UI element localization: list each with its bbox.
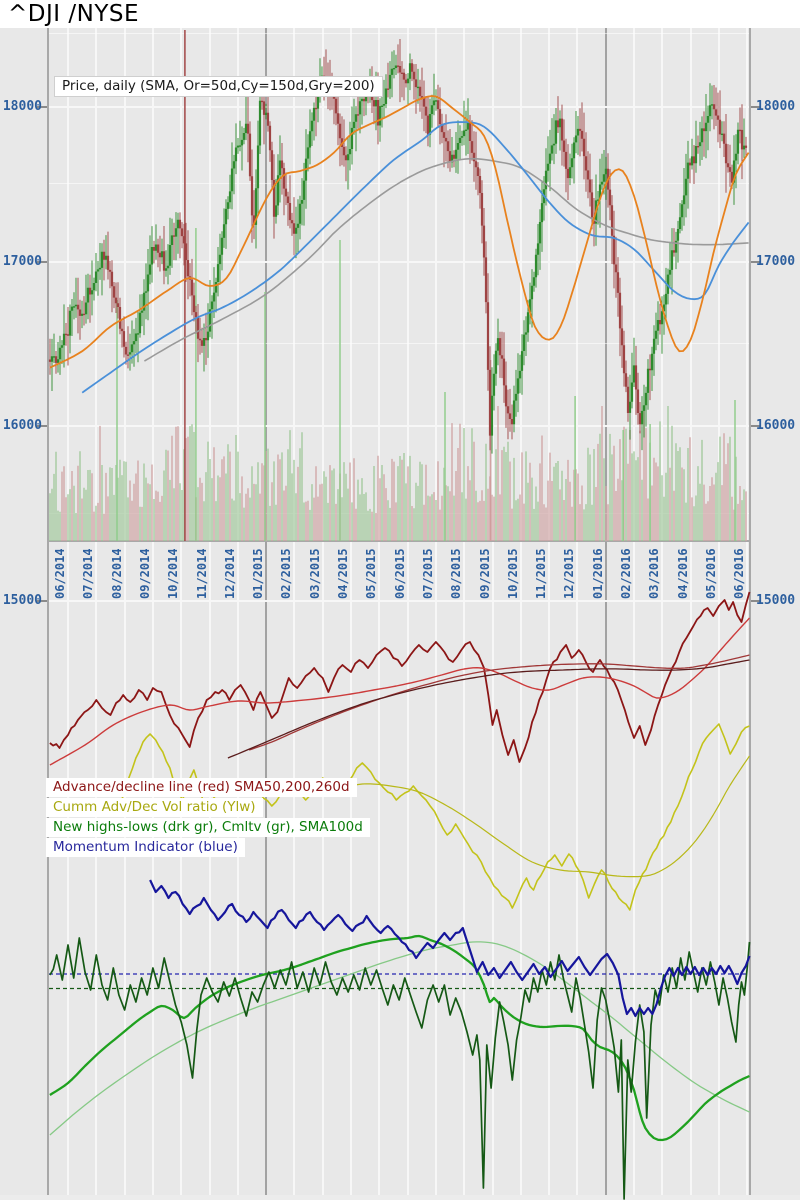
y-axis-label-left: 17000 — [2, 254, 42, 269]
x-axis-label: 09/2015 — [478, 548, 492, 599]
x-axis-label: 06/2014 — [53, 548, 67, 599]
x-axis-label: 10/2015 — [506, 548, 520, 599]
x-axis-label: 09/2014 — [138, 548, 152, 599]
x-axis-label: 06/2015 — [393, 548, 407, 599]
y-axis-label-left: 15000 — [2, 593, 42, 608]
y-axis-label-right: 17000 — [756, 254, 796, 269]
legend-new-highs-lows-text: New highs-lows (drk gr), Cmltv (gr), SMA100d — [46, 818, 370, 837]
x-axis-label: 02/2016 — [619, 548, 633, 599]
x-axis-label: 08/2015 — [449, 548, 463, 599]
page-title: ^DJI /NYSE — [8, 1, 139, 27]
x-axis-label: 05/2016 — [704, 548, 718, 599]
legend-momentum — [46, 838, 245, 857]
x-axis-label: 01/2016 — [591, 548, 605, 599]
legend-momentum-text: Momentum Indicator (blue) — [46, 838, 245, 857]
x-axis-label: 01/2015 — [251, 548, 265, 599]
x-axis-label: 06/2016 — [732, 548, 746, 599]
y-axis-label-left: 18000 — [2, 99, 42, 114]
price-legend-text: Price, daily (SMA, Or=50d,Cy=150d,Gry=200) — [62, 78, 375, 94]
x-axis-label: 07/2015 — [421, 548, 435, 599]
x-axis-label: 08/2014 — [110, 548, 124, 599]
price-legend — [54, 76, 383, 97]
x-axis-label: 03/2016 — [647, 548, 661, 599]
y-axis-label-left: 16000 — [2, 418, 42, 433]
legend-advance-decline — [46, 778, 357, 797]
x-axis-label: 02/2015 — [279, 548, 293, 599]
legend-advdec-vol-ratio-text: Cumm Adv/Dec Vol ratio (Ylw) — [46, 798, 263, 817]
x-axis-label: 12/2014 — [223, 548, 237, 599]
x-axis-label: 03/2015 — [308, 548, 322, 599]
x-axis-label: 04/2016 — [676, 548, 690, 599]
x-axis-label: 07/2014 — [81, 548, 95, 599]
title-bar — [0, 0, 800, 28]
x-axis-label: 10/2014 — [166, 548, 180, 599]
x-axis-label: 11/2014 — [195, 548, 209, 599]
x-axis-label: 05/2015 — [364, 548, 378, 599]
x-axis-label: 11/2015 — [534, 548, 548, 599]
legend-advdec-vol-ratio — [46, 798, 263, 817]
legend-new-highs-lows — [46, 818, 370, 837]
y-axis-label-right: 16000 — [756, 418, 796, 433]
y-axis-label-right: 15000 — [756, 593, 796, 608]
y-axis-label-right: 18000 — [756, 99, 796, 114]
x-axis-label: 04/2015 — [336, 548, 350, 599]
x-axis-label: 12/2015 — [562, 548, 576, 599]
legend-advance-decline-text: Advance/decline line (red) SMA50,200,260d — [46, 778, 357, 797]
